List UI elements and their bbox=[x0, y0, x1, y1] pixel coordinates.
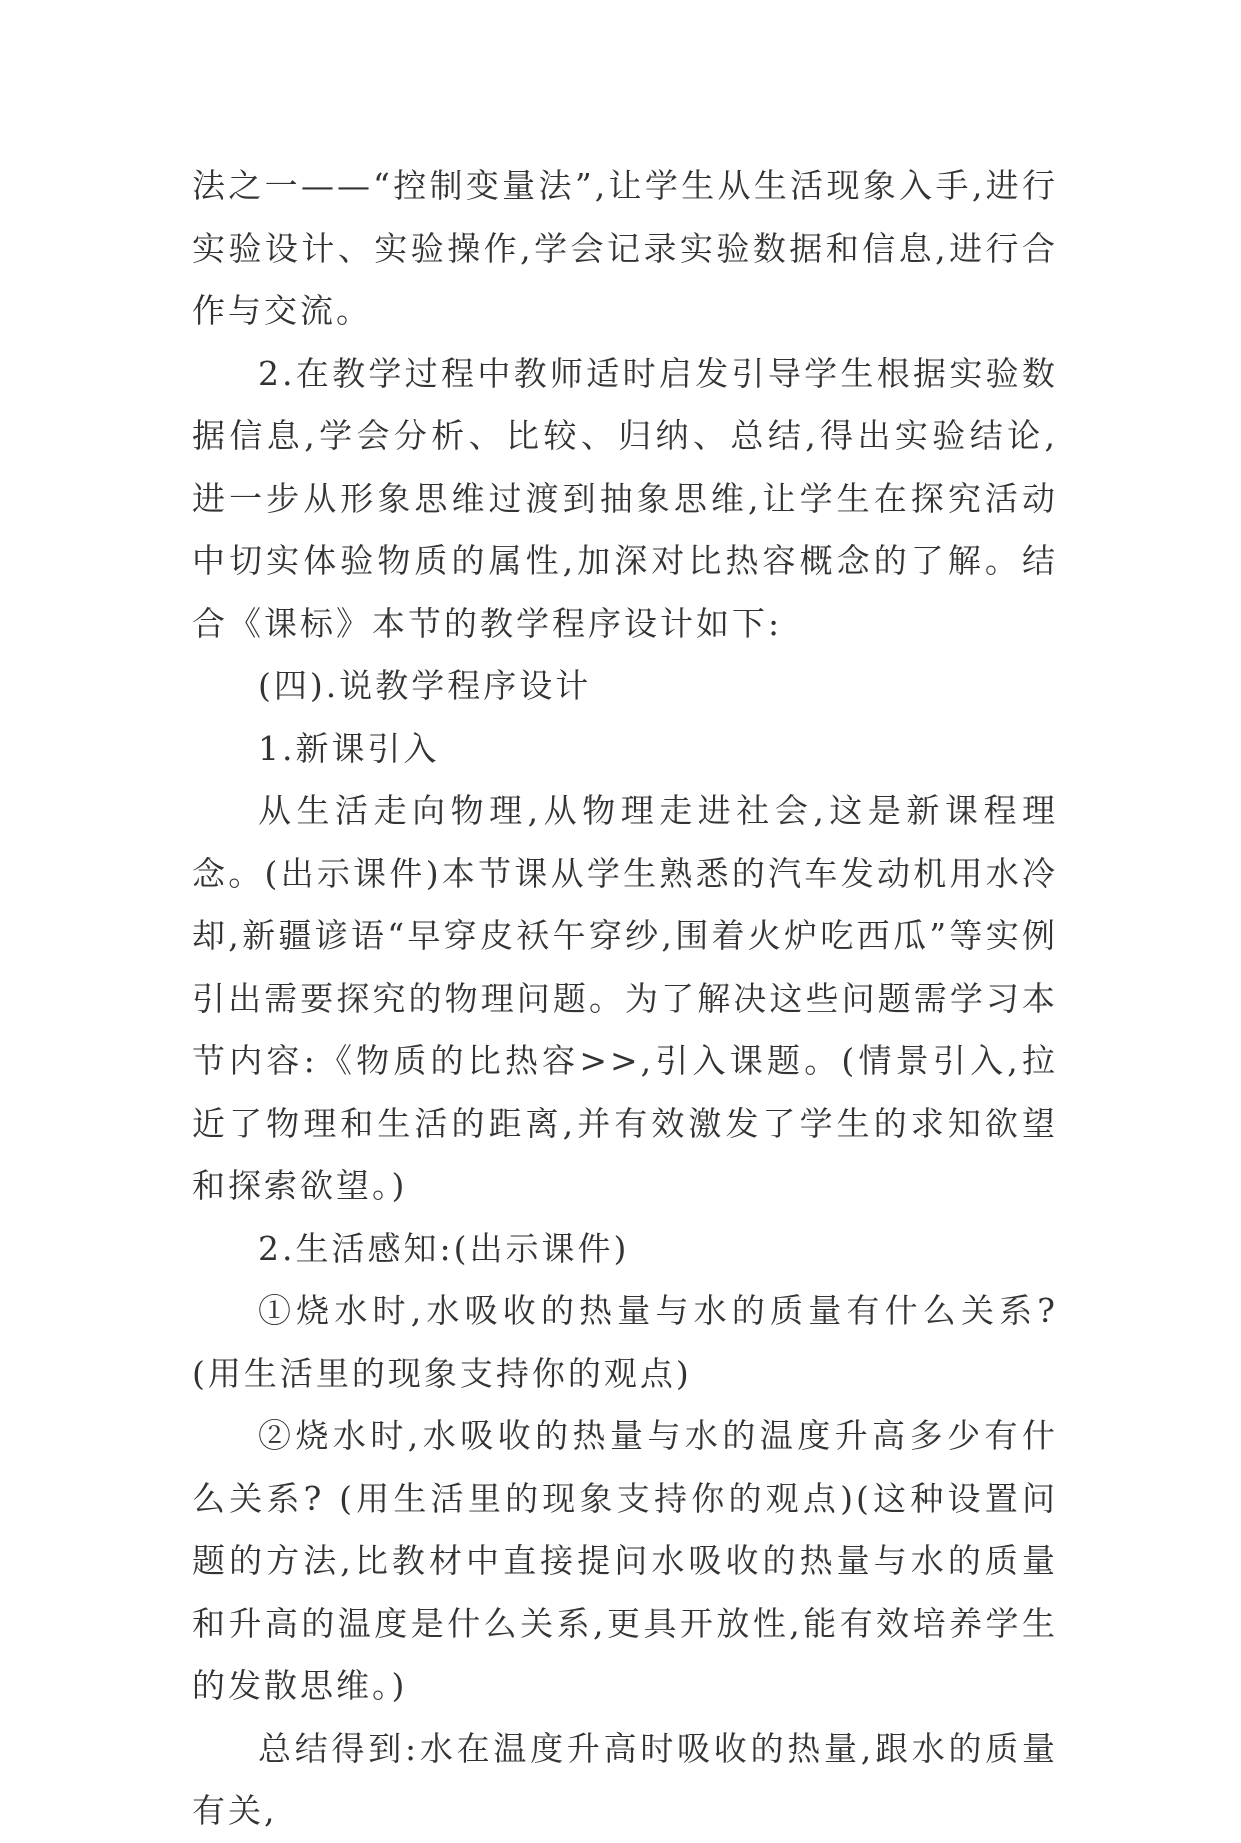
subheading-new-lesson-intro: 1.新课引入 bbox=[258, 728, 440, 768]
question-2: ②烧水时,水吸收的热量与水的温度升高多少有什么关系? (用生活里的现象支持你的观点)(这种设置问题的方法,比教材中直接提问水吸收的热量与水的质量和升高的温度是什么关系,更具开放性,能有效培养学生的发散思维。) bbox=[192, 1416, 1058, 1705]
paragraph-point-2: 2.在教学过程中教师适时启发引导学生根据实验数据信息,学会分析、比较、归纳、总结,得出实验结论,进一步从形象思维过渡到抽象思维,让学生在探究活动中切实体验物质的属性,加深对比热容概念的了解。结合《课标》本节的教学程序设计如下: bbox=[192, 353, 1058, 643]
document-body bbox=[192, 155, 1058, 1843]
subheading-life-perception: 2.生活感知:(出示课件) bbox=[258, 1228, 630, 1268]
section-heading-4: (四).说教学程序设计 bbox=[258, 666, 592, 705]
paragraph-lesson-intro: 从生活走向物理,从物理走进社会,这是新课程理念。(出示课件)本节课从学生熟悉的汽车发动机用水冷却,新疆谚语“早穿皮袄午穿纱,围着火炉吃西瓜”等实例引出需要探究的物理问题。为了解决这些问题需学习本节内容:《物质的比热容>>,引入课题。(情景引入,拉近了物理和生活的距离,并有效激发了学生的求知欲望和探索欲望。) bbox=[192, 791, 1058, 1205]
paragraph-continuation: 法之一——“控制变量法”,让学生从生活现象入手,进行实验设计、实验操作,学会记录实验数据和信息,进行合作与交流。 bbox=[192, 166, 1058, 330]
paragraph-summary: 总结得到:水在温度升高时吸收的热量,跟水的质量有关, bbox=[192, 1728, 1058, 1830]
question-1: ①烧水时,水吸收的热量与水的质量有什么关系?(用生活里的现象支持你的观点) bbox=[192, 1291, 1058, 1393]
